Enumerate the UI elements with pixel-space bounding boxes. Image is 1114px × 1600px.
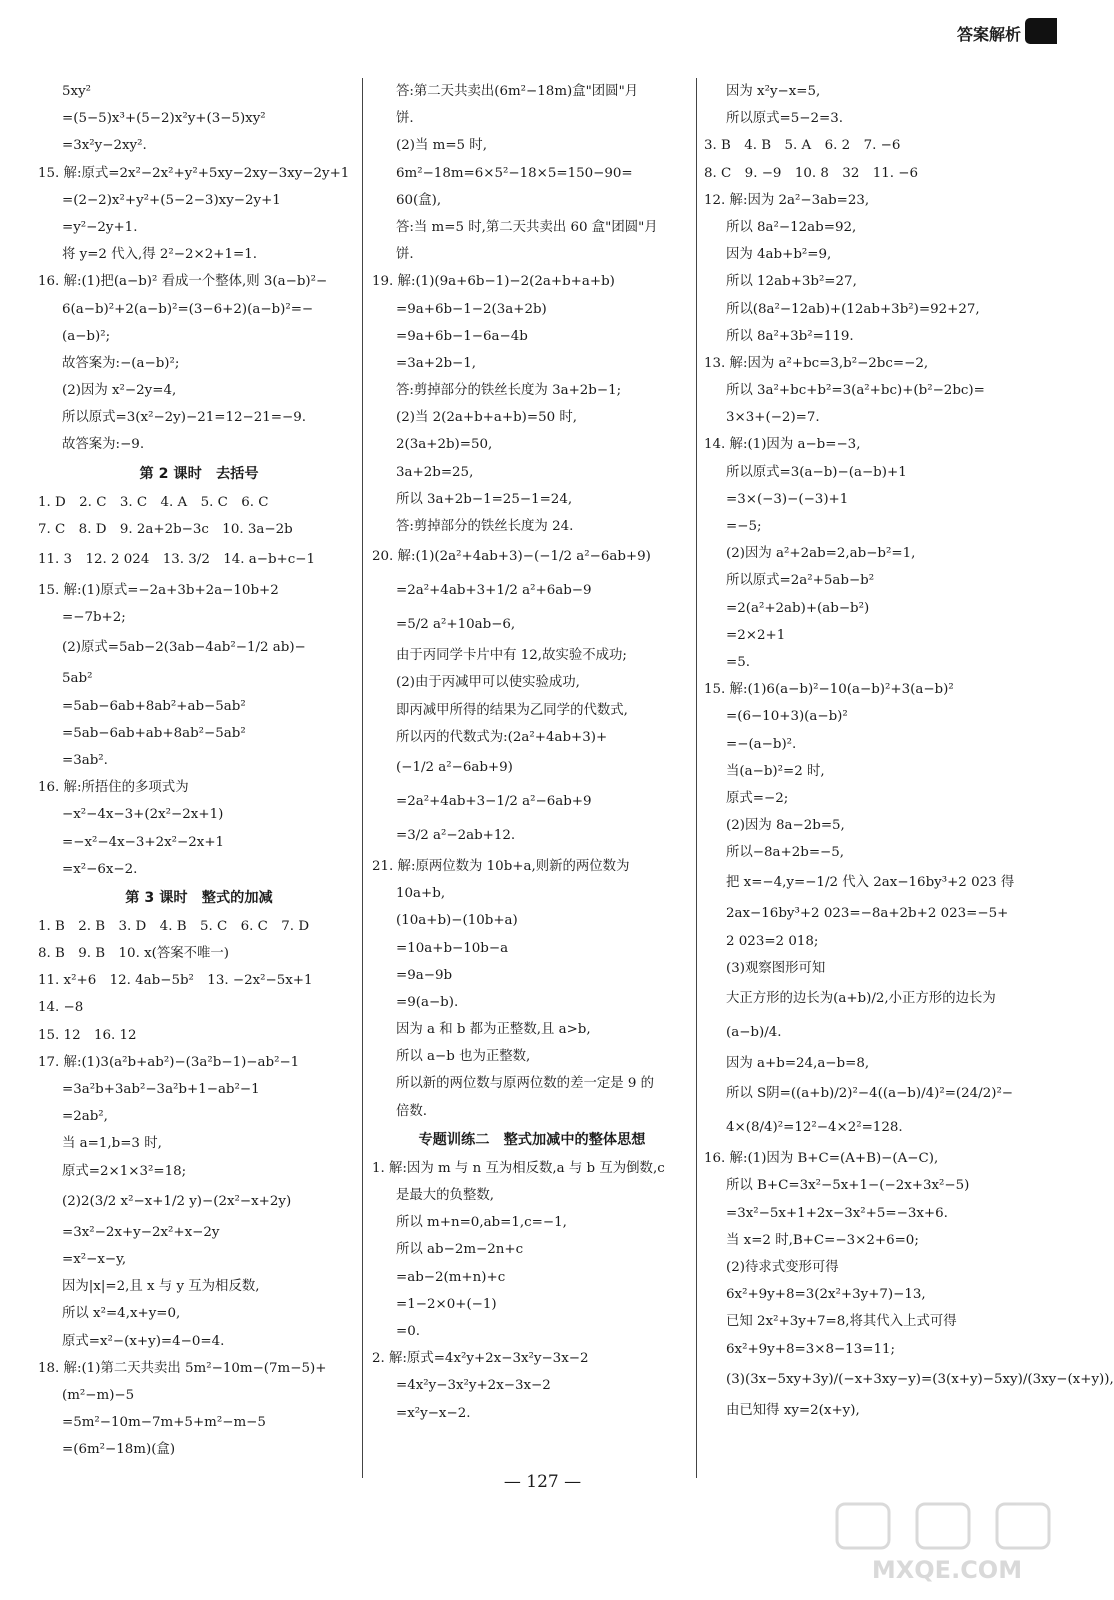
- answer-line: (10a+b)−(10b+a): [396, 913, 518, 929]
- answer-line: 所以 m+n=0,ab=1,c=−1,: [396, 1215, 567, 1231]
- answer-line: 答:当 m=5 时,第二天共卖出 60 盒"团圆"月: [396, 219, 658, 235]
- answer-line: 故答案为:−9.: [62, 437, 145, 453]
- answer-line: =ab−2(m+n)+c: [396, 1269, 506, 1285]
- answer-line: 16. 解:所捂住的多项式为: [38, 780, 189, 796]
- answer-line: 当(a−b)²=2 时,: [726, 763, 825, 779]
- answer-line: 把 x=−4,y=−1/2 代入 2ax−16by³+2 023 得: [726, 875, 1015, 891]
- answer-line: 1. 解:因为 m 与 n 互为相反数,a 与 b 互为倒数,c: [372, 1160, 665, 1176]
- answer-line: −x²−4x−3+(2x²−2x+1): [62, 807, 224, 823]
- answer-line: 7. C 8. D 9. 2a+2b−3c 10. 3a−2b: [38, 521, 293, 537]
- answer-line: 6x²+9y+8=3×8−13=11;: [726, 1341, 895, 1357]
- answer-line: 所以丙的代数式为:(2a²+4ab+3)+: [396, 729, 608, 745]
- answer-line: 19. 解:(1)(9a+6b−1)−2(2a+b+a+b): [372, 274, 615, 290]
- answer-line: 是最大的负整数,: [396, 1188, 494, 1203]
- column-divider-1: [362, 78, 363, 1478]
- answer-line: 所以新的两位数与原两位数的差一定是 9 的: [396, 1076, 655, 1092]
- answer-line: 所以 S阴=((a+b)/2)²−4((a−b)/4)²=(24/2)²−: [726, 1086, 1014, 1102]
- answer-line: 60(盒),: [396, 192, 442, 208]
- answer-line: 11. 3 12. 2 024 13. 3/2 14. a−b+c−1: [38, 552, 316, 567]
- answer-line: =−x²−4x−3+2x²−2x+1: [62, 834, 225, 850]
- answer-line: =3/2 a²−2ab+12.: [396, 827, 516, 843]
- answer-line: 2 023=2 018;: [726, 933, 819, 949]
- answer-line: =(6m²−18m)(盒): [62, 1442, 176, 1458]
- answer-line: =2(a²+2ab)+(ab−b²): [726, 600, 870, 616]
- answer-line: =3ab².: [62, 752, 108, 768]
- answer-line: 倍数.: [396, 1103, 428, 1119]
- answer-line: 16. 解:(1)把(a−b)² 看成一个整体,则 3(a−b)²−: [38, 274, 328, 290]
- answer-line: 即丙减甲所得的结果为乙同学的代数式,: [396, 702, 628, 718]
- answer-line: =2×2+1: [726, 627, 786, 643]
- answer-line: =3a²b+3ab²−3a²b+1−ab²−1: [62, 1082, 260, 1097]
- answer-line: (3)(3x−5xy+3y)/(−x+3xy−y)=(3(x+y)−5xy)/(3xy−(x+y)),: [726, 1371, 1114, 1387]
- answer-line: 大正方形的边长为(a+b)/2,小正方形的边长为: [726, 991, 996, 1006]
- answer-line: (2)2(3/2 x²−x+1/2 y)−(2x²−x+2y): [62, 1193, 292, 1209]
- answer-line: 15. 解:(1)原式=−2a+3b+2a−10b+2: [38, 583, 279, 598]
- answer-line: 6m²−18m=6×5²−18×5=150−90=: [396, 165, 633, 181]
- answer-line: (3)观察图形可知: [726, 960, 826, 976]
- answer-line: =3×(−3)−(−3)+1: [726, 491, 849, 507]
- answer-line: 答:剪掉部分的铁丝长度为 3a+2b−1;: [396, 383, 622, 399]
- answer-line: (2)当 m=5 时,: [396, 138, 487, 154]
- answer-line: 17. 解:(1)3(a²b+ab²)−(3a²b−1)−ab²−1: [38, 1054, 300, 1070]
- answer-line: 3a+2b=25,: [396, 464, 474, 480]
- answer-line: 因为 a+b=24,a−b=8,: [726, 1056, 870, 1071]
- answer-line: =x²−6x−2.: [62, 861, 138, 877]
- answer-line: 当 a=1,b=3 时,: [62, 1136, 162, 1152]
- answer-line: 答:第二天共卖出(6m²−18m)盒"团圆"月: [396, 84, 639, 99]
- answer-column-1: [38, 78, 360, 1463]
- answer-line: (−1/2 a²−6ab+9): [396, 759, 513, 775]
- answer-line: 18. 解:(1)第二天共卖出 5m²−10m−(7m−5)+: [38, 1360, 327, 1376]
- answer-line: =9a+6b−1−2(3a+2b): [396, 301, 547, 317]
- answer-line: =2a²+4ab+3−1/2 a²−6ab+9: [396, 793, 592, 809]
- answer-line: 15. 12 16. 12: [38, 1027, 137, 1043]
- answer-line: =3a+2b−1,: [396, 355, 477, 371]
- answer-line: 10a+b,: [396, 886, 446, 902]
- answer-line: 14. −8: [38, 1000, 84, 1016]
- answer-line: 所以 8a²+3b²=119.: [726, 328, 854, 344]
- header-tab-marker: [1025, 18, 1057, 44]
- answer-column-3: [704, 78, 1114, 1424]
- answer-line: 3×3+(−2)=7.: [726, 410, 820, 426]
- answer-line: 6x²+9y+8=3(2x²+3y+7)−13,: [726, 1287, 926, 1303]
- answer-line: 所以−8a+2b=−5,: [726, 845, 845, 861]
- answer-line: 饼.: [396, 247, 414, 263]
- answer-column-2: [372, 78, 692, 1427]
- answer-line: =(6−10+3)(a−b)²: [726, 709, 848, 725]
- answer-line: 所以原式=5−2=3.: [726, 111, 844, 127]
- page-number: — 127 —: [503, 1472, 582, 1492]
- answer-line: 8. B 9. B 10. x(答案不唯一): [38, 946, 230, 962]
- answer-line: =2a²+4ab+3+1/2 a²+6ab−9: [396, 583, 592, 599]
- answer-line: =9(a−b).: [396, 994, 459, 1010]
- answer-line: 2(3a+2b)=50,: [396, 437, 493, 453]
- answer-line: 1. B 2. B 3. D 4. B 5. C 6. C 7. D: [38, 918, 310, 934]
- answer-line: 因为 a 和 b 都为正整数,且 a>b,: [396, 1022, 591, 1038]
- answer-line: (a−b)/4.: [726, 1025, 782, 1040]
- answer-line: 所以 3a+2b−1=25−1=24,: [396, 491, 573, 507]
- answer-line: =(2−2)x²+y²+(5−2−3)xy−2y+1: [62, 192, 281, 208]
- answer-line: 11. x²+6 12. 4ab−5b² 13. −2x²−5x+1: [38, 973, 313, 989]
- answer-line: 原式=2×1×3²=18;: [62, 1163, 187, 1179]
- answer-line: =2ab²,: [62, 1109, 108, 1125]
- watermark-logo: [827, 1496, 1067, 1586]
- answer-line: 所以 a−b 也为正整数,: [396, 1049, 531, 1065]
- answer-line: 因为|x|=2,且 x 与 y 互为相反数,: [62, 1279, 260, 1295]
- answer-line: (2)当 2(2a+b+a+b)=50 时,: [396, 410, 578, 426]
- answer-line: 所以原式=2a²+5ab−b²: [726, 573, 875, 589]
- answer-line: 所以原式=3(a−b)−(a−b)+1: [726, 464, 907, 480]
- answer-line: 13. 解:因为 a²+bc=3,b²−2bc=−2,: [704, 355, 929, 371]
- answer-line: 饼.: [396, 111, 414, 127]
- answer-line: 16. 解:(1)因为 B+C=(A+B)−(A−C),: [704, 1151, 939, 1167]
- watermark-text: MXQE.COM: [871, 1556, 1023, 1584]
- answer-line: =3x²−2x+y−2x²+x−2y: [62, 1224, 220, 1240]
- answer-line: 由已知得 xy=2(x+y),: [726, 1402, 860, 1418]
- column-divider-2: [696, 78, 697, 1478]
- section-heading: 专题训练二 整式加减中的整体思想: [418, 1131, 646, 1148]
- answer-line: =(5−5)x³+(5−2)x²y+(3−5)xy²: [62, 111, 266, 127]
- answer-line: 1. D 2. C 3. C 4. A 5. C 6. C: [38, 494, 269, 510]
- answer-line: =5ab−6ab+8ab²+ab−5ab²: [62, 698, 246, 714]
- answer-line: =y²−2y+1.: [62, 219, 138, 235]
- answer-line: 15. 解:(1)6(a−b)²−10(a−b)²+3(a−b)²: [704, 682, 954, 698]
- answer-line: 所以 12ab+3b²=27,: [726, 274, 857, 290]
- answer-line: 所以 x²=4,x+y=0,: [62, 1306, 181, 1322]
- answer-line: 21. 解:原两位数为 10b+a,则新的两位数为: [372, 858, 630, 874]
- answer-line: =0.: [396, 1323, 420, 1339]
- answer-line: 所以 B+C=3x²−5x+1−(−2x+3x²−5): [726, 1178, 970, 1194]
- answer-line: =9a−9b: [396, 967, 453, 983]
- answer-line: 因为 4ab+b²=9,: [726, 247, 832, 263]
- answer-line: (m²−m)−5: [62, 1387, 135, 1403]
- answer-line: =10a+b−10b−a: [396, 940, 509, 956]
- answer-line: 所以 8a²−12ab=92,: [726, 219, 857, 235]
- answer-line: (2)因为 a²+2ab=2,ab−b²=1,: [726, 546, 916, 562]
- answer-line: (2)因为 x²−2y=4,: [62, 383, 177, 399]
- answer-line: =x²−x−y,: [62, 1251, 127, 1267]
- answer-line: 答:剪掉部分的铁丝长度为 24.: [396, 519, 574, 534]
- answer-line: =3x²y−2xy².: [62, 138, 147, 154]
- answer-line: 6(a−b)²+2(a−b)²=(3−6+2)(a−b)²=−: [62, 301, 314, 317]
- answer-line: =5/2 a²+10ab−6,: [396, 617, 516, 633]
- answer-line: 当 x=2 时,B+C=−3×2+6=0;: [726, 1232, 919, 1248]
- answer-line: =4x²y−3x²y+2x−3x−2: [396, 1378, 551, 1394]
- answer-line: =5m²−10m−7m+5+m²−m−5: [62, 1415, 266, 1431]
- answer-line: (2)待求式变形可得: [726, 1259, 839, 1275]
- answer-line: 3. B 4. B 5. A 6. 2 7. −6: [704, 138, 901, 154]
- answer-line: 12. 解:因为 2a²−3ab=23,: [704, 192, 870, 208]
- section-heading: 第 2 课时 去括号: [139, 465, 259, 482]
- answer-line: 所以原式=3(x²−2y)−21=12−21=−9.: [62, 410, 306, 426]
- answer-line: 已知 2x²+3y+7=8,将其代入上式可得: [726, 1314, 957, 1330]
- answer-line: 由于丙同学卡片中有 12,故实验不成功;: [396, 648, 627, 664]
- answer-line: 4×(8/4)²=12²−4×2²=128.: [726, 1120, 903, 1136]
- answer-line: 5ab²: [62, 671, 93, 687]
- answer-line: 5xy²: [62, 84, 92, 99]
- header-label: 答案解析: [956, 25, 1021, 44]
- answer-line: =−7b+2;: [62, 610, 126, 626]
- answer-line: =5ab−6ab+ab+8ab²−5ab²: [62, 725, 246, 741]
- answer-line: 所以 3a²+bc+b²=3(a²+bc)+(b²−2bc)=: [726, 383, 985, 399]
- answer-line: 2. 解:原式=4x²y+2x−3x²y−3x−2: [372, 1351, 589, 1367]
- answer-line: 20. 解:(1)(2a²+4ab+3)−(−1/2 a²−6ab+9): [372, 549, 651, 565]
- section-heading: 第 3 课时 整式的加减: [125, 889, 273, 906]
- answer-line: =−5;: [726, 519, 762, 534]
- answer-line: 所以 ab−2m−2n+c: [396, 1242, 524, 1258]
- answer-line: 原式=x²−(x+y)=4−0=4.: [62, 1333, 225, 1349]
- answer-line: 15. 解:原式=2x²−2x²+y²+5xy−2xy−3xy−2y+1: [38, 165, 350, 181]
- answer-line: =9a+6b−1−6a−4b: [396, 328, 528, 344]
- answer-line: 故答案为:−(a−b)²;: [62, 355, 180, 371]
- answer-line: (a−b)²;: [62, 328, 111, 344]
- answer-line: 14. 解:(1)因为 a−b=−3,: [704, 437, 861, 453]
- answer-line: (2)因为 8a−2b=5,: [726, 818, 845, 834]
- answer-line: =1−2×0+(−1): [396, 1296, 497, 1312]
- answer-line: =3x²−5x+1+2x−3x²+5=−3x+6.: [726, 1205, 948, 1221]
- answer-line: =−(a−b)².: [726, 736, 797, 752]
- answer-line: (2)原式=5ab−2(3ab−4ab²−1/2 ab)−: [62, 640, 306, 656]
- answer-line: 8. C 9. −9 10. 8 32 11. −6: [704, 165, 919, 181]
- answer-line: 2ax−16by³+2 023=−8a+2b+2 023=−5+: [726, 906, 1009, 922]
- answer-line: 将 y=2 代入,得 2²−2×2+1=1.: [62, 247, 257, 263]
- answer-line: 因为 x²y−x=5,: [726, 84, 821, 99]
- answer-line: 所以(8a²−12ab)+(12ab+3b²)=92+27,: [726, 301, 980, 317]
- answer-line: (2)由于丙减甲可以使实验成功,: [396, 675, 580, 691]
- answer-line: =x²y−x−2.: [396, 1405, 471, 1421]
- answer-line: 原式=−2;: [726, 790, 789, 806]
- answer-line: =5.: [726, 654, 750, 670]
